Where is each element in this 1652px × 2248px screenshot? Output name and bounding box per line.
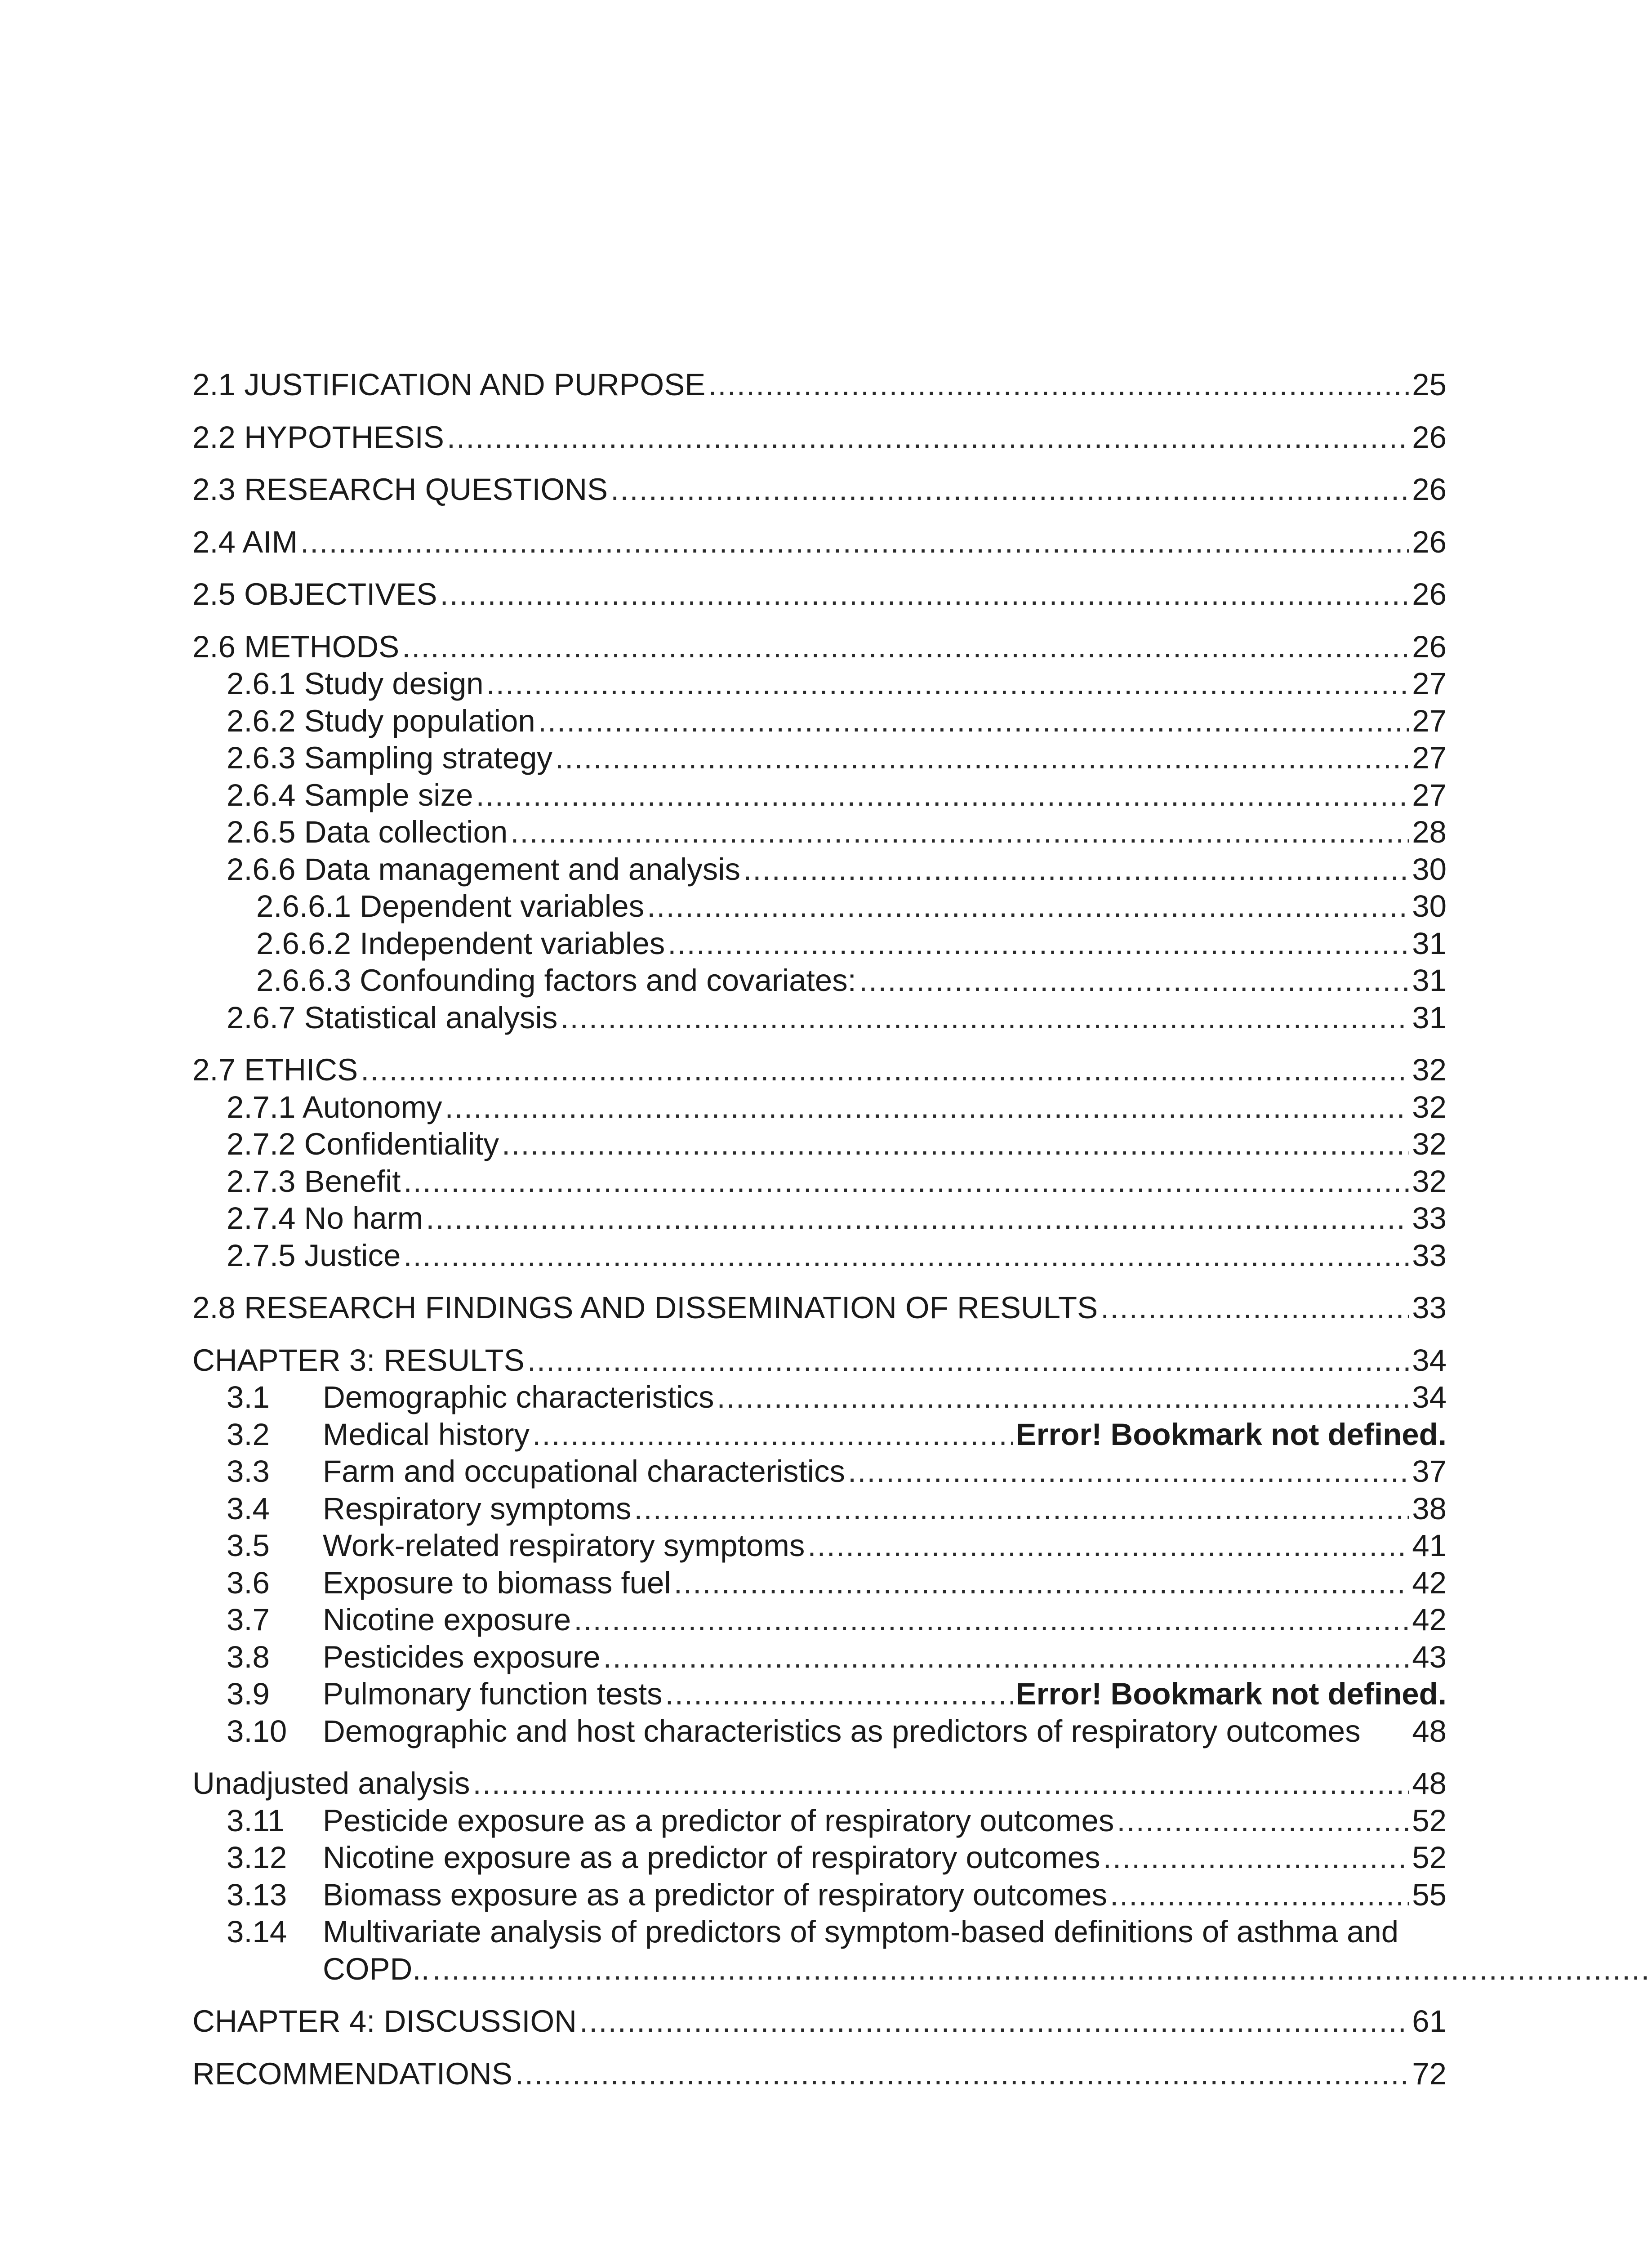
dot-leader [445, 1089, 1410, 1126]
toc-entry[interactable] [192, 1877, 1447, 1914]
dot-leader [668, 925, 1409, 963]
toc-entry-continuation [323, 1951, 1652, 1988]
toc-page-number: 43 [1412, 1639, 1447, 1674]
toc-entry[interactable] [192, 471, 1447, 508]
toc-entry-title: 2.6.5 Data collection [227, 815, 508, 849]
toc-page-number: 26 [1412, 629, 1447, 664]
toc-entry-number: 3.10 [227, 1713, 287, 1748]
dot-leader [440, 576, 1410, 613]
dot-leader [300, 524, 1409, 561]
toc-page-number: 27 [1412, 666, 1447, 701]
toc-entry[interactable] [192, 1527, 1447, 1565]
toc-entry[interactable] [192, 2003, 1447, 2040]
toc-page-number: 32 [1412, 1164, 1447, 1199]
toc-entry[interactable] [192, 1713, 1447, 1750]
dot-leader [527, 1342, 1410, 1379]
toc-entry[interactable] [192, 665, 1447, 703]
toc-page-number: 61 [1412, 2004, 1447, 2038]
dot-leader [560, 999, 1409, 1037]
toc-entry-title: 2.8 RESEARCH FINDINGS AND DISSEMINATION OF RESULTS [192, 1290, 1098, 1325]
dot-leader [708, 366, 1409, 404]
toc-entry-title: Pulmonary function tests [323, 1677, 663, 1711]
toc-entry-title: Exposure to biomass fuel [323, 1565, 671, 1600]
toc-entry[interactable] [192, 999, 1447, 1037]
toc-page-number: 26 [1412, 577, 1447, 611]
toc-entry[interactable] [192, 1289, 1447, 1327]
toc-entry-number: 3.3 [227, 1454, 270, 1489]
toc-entry[interactable] [192, 814, 1447, 851]
toc-page-number: 48 [1412, 1766, 1447, 1801]
toc-page-number: 26 [1412, 524, 1447, 559]
dot-leader [403, 1237, 1409, 1275]
toc-entry-title: 2.7.2 Confidentiality [227, 1127, 499, 1161]
toc-entry[interactable] [192, 703, 1447, 740]
toc-page-number: 42 [1412, 1565, 1447, 1600]
toc-entry-title: 2.6.7 Statistical analysis [227, 1000, 558, 1035]
toc-entry-title: Nicotine exposure [323, 1602, 571, 1637]
toc-entry-title: 2.6.3 Sampling strategy [227, 740, 552, 775]
toc-entry[interactable] [192, 419, 1447, 456]
toc-entry-number: 3.5 [227, 1528, 270, 1563]
toc-entry-title: Unadjusted analysis [192, 1766, 470, 1801]
toc-entry-title: 2.5 OBJECTIVES [192, 577, 437, 611]
toc-page-number: 42 [1412, 1602, 1447, 1637]
dot-leader [603, 1639, 1410, 1676]
toc-page-number: 52 [1412, 1840, 1447, 1875]
toc-entry[interactable] [192, 1342, 1447, 1379]
toc-page-number: 31 [1412, 1000, 1447, 1035]
toc-page-number: 72 [1412, 2056, 1447, 2091]
dot-leader [848, 1453, 1409, 1490]
table-of-contents [192, 366, 1447, 2092]
toc-entry-title: 2.7.5 Justice [227, 1238, 401, 1273]
toc-entry-title: Nicotine exposure as a predictor of respiratory outcomes [323, 1840, 1100, 1875]
toc-entry-title: 2.6.4 Sample size [227, 777, 473, 812]
toc-entry[interactable] [192, 851, 1447, 888]
toc-entry-number: 3.1 [227, 1380, 270, 1414]
toc-entry[interactable] [192, 1416, 1447, 1454]
toc-entry[interactable] [192, 1163, 1447, 1200]
toc-entry[interactable] [192, 1913, 1447, 1988]
toc-entry-title: 2.3 RESEARCH QUESTIONS [192, 472, 608, 507]
dot-leader [361, 1052, 1409, 1089]
dot-leader [1110, 1877, 1409, 1914]
toc-bookmark-error: Error! Bookmark not defined. [1015, 1417, 1447, 1452]
toc-entry[interactable] [192, 2056, 1447, 2093]
toc-entry-title: Multivariate analysis of predictors of symptom-based definitions of asthma and [323, 1914, 1399, 1949]
dot-leader [665, 1676, 1013, 1713]
toc-entry[interactable] [192, 1490, 1447, 1528]
dot-leader [402, 629, 1409, 666]
toc-entry-title: 2.7.3 Benefit [227, 1164, 401, 1199]
dot-leader [515, 2056, 1410, 2093]
toc-entry-number: 3.2 [227, 1417, 270, 1452]
toc-page-number: 33 [1412, 1238, 1447, 1273]
toc-entry-title: 2.6.1 Study design [227, 666, 484, 701]
dot-leader [1117, 1802, 1409, 1840]
toc-entry[interactable] [192, 777, 1447, 814]
toc-entry-number: 3.14 [227, 1914, 287, 1949]
toc-entry-title: Medical history [323, 1417, 530, 1452]
dot-leader [610, 471, 1409, 508]
dot-leader [1103, 1839, 1410, 1877]
dot-leader [574, 1601, 1409, 1639]
dot-leader [447, 419, 1409, 456]
toc-entry[interactable] [192, 1839, 1447, 1877]
toc-page-number: 26 [1412, 419, 1447, 455]
toc-entry-title: 2.6.6.1 Dependent variables [256, 889, 645, 923]
toc-entry-title: 2.2 HYPOTHESIS [192, 419, 444, 455]
toc-entry-number: 3.4 [227, 1491, 270, 1526]
dot-leader [486, 665, 1410, 703]
toc-entry[interactable] [192, 1565, 1447, 1602]
dot-leader [717, 1379, 1410, 1416]
toc-entry[interactable] [192, 1237, 1447, 1275]
dot-leader [743, 851, 1409, 888]
toc-entry-title: 2.6 METHODS [192, 629, 400, 664]
toc-entry-title: 2.1 JUSTIFICATION AND PURPOSE [192, 367, 706, 402]
toc-page-number: 55 [1412, 1877, 1447, 1912]
dot-leader [476, 777, 1409, 814]
dot-leader [532, 1416, 1013, 1454]
toc-entry-title: 2.4 AIM [192, 524, 298, 559]
toc-page-number: 34 [1412, 1380, 1447, 1414]
toc-page-number: 25 [1412, 367, 1447, 402]
toc-entry-wrapped-text [323, 1913, 1652, 1988]
toc-page-number: 32 [1412, 1089, 1447, 1124]
toc-entry-title: CHAPTER 4: DISCUSSION [192, 2004, 577, 2038]
toc-page-number: 30 [1412, 889, 1447, 923]
toc-page-number: 32 [1412, 1127, 1447, 1161]
toc-entry-title: CHAPTER 3: RESULTS [192, 1343, 525, 1378]
toc-entry-title: 2.7.4 No harm [227, 1201, 423, 1236]
dot-leader [859, 962, 1409, 999]
dot-leader [403, 1163, 1409, 1200]
toc-entry[interactable] [192, 1601, 1447, 1639]
dot-leader [426, 1200, 1409, 1237]
dot-leader [579, 2003, 1409, 2040]
toc-entry-title: Demographic and host characteristics as predictors of respiratory outcomes [323, 1713, 1361, 1748]
toc-entry[interactable] [192, 366, 1447, 404]
toc-entry-number: 3.13 [227, 1877, 287, 1912]
toc-entry[interactable] [192, 1126, 1447, 1163]
toc-page-number: 27 [1412, 703, 1447, 738]
toc-entry[interactable] [192, 524, 1447, 561]
toc-entry-number: 3.6 [227, 1565, 270, 1600]
dot-leader [634, 1490, 1409, 1528]
toc-entry-title: Pesticides exposure [323, 1639, 601, 1674]
dot-leader [432, 1951, 1652, 1988]
toc-page-number: 30 [1412, 852, 1447, 887]
toc-entry-title: Biomass exposure as a predictor of respiratory outcomes [323, 1877, 1107, 1912]
toc-page-number: 52 [1412, 1803, 1447, 1838]
toc-entry-title: 2.7.1 Autonomy [227, 1089, 442, 1124]
dot-leader [538, 703, 1410, 740]
toc-entry-title: Respiratory symptoms [323, 1491, 632, 1526]
toc-entry-title: 2.6.6.2 Independent variables [256, 926, 665, 961]
toc-page-number: 27 [1412, 740, 1447, 775]
toc-entry-title: RECOMMENDATIONS [192, 2056, 512, 2091]
toc-entry[interactable] [192, 962, 1447, 999]
toc-page-number: 31 [1412, 963, 1447, 998]
toc-page-number: 26 [1412, 472, 1447, 507]
toc-entry[interactable] [192, 1052, 1447, 1089]
dot-leader [674, 1565, 1410, 1602]
toc-page-number: 38 [1412, 1491, 1447, 1526]
toc-page-number: 33 [1412, 1290, 1447, 1325]
dot-leader [510, 814, 1409, 851]
toc-bookmark-error: Error! Bookmark not defined. [1015, 1677, 1447, 1711]
toc-entry[interactable] [192, 888, 1447, 925]
toc-page-number: 48 [1412, 1713, 1447, 1748]
toc-entry-number: 3.11 [227, 1803, 285, 1838]
toc-entry-number: 3.7 [227, 1602, 270, 1637]
dot-leader [473, 1765, 1410, 1802]
toc-entry-number: 3.12 [227, 1840, 287, 1875]
toc-entry[interactable] [192, 576, 1447, 613]
toc-entry[interactable] [192, 1379, 1447, 1416]
toc-entry[interactable] [192, 925, 1447, 963]
toc-entry-title: 2.6.2 Study population [227, 703, 535, 738]
toc-entry-title: Demographic characteristics [323, 1380, 714, 1414]
toc-page-number: 32 [1412, 1053, 1447, 1087]
toc-entry[interactable] [192, 740, 1447, 777]
toc-entry[interactable] [192, 629, 1447, 666]
toc-page-number: 37 [1412, 1454, 1447, 1489]
dot-leader [555, 740, 1409, 777]
toc-entry[interactable] [192, 1765, 1447, 1802]
toc-entry-number: 3.9 [227, 1677, 270, 1711]
toc-page-number: 33 [1412, 1201, 1447, 1236]
toc-entry-title-continued: COPD.. [323, 1951, 430, 1986]
toc-page-number: 28 [1412, 815, 1447, 849]
toc-entry[interactable] [192, 1089, 1447, 1126]
toc-page-number: 31 [1412, 926, 1447, 961]
toc-entry-title: Work-related respiratory symptoms [323, 1528, 805, 1563]
toc-entry-title: 2.6.6.3 Confounding factors and covariates: [256, 963, 856, 998]
dot-leader [1100, 1289, 1409, 1327]
toc-page-number: 27 [1412, 777, 1447, 812]
toc-entry-title: Farm and occupational characteristics [323, 1454, 846, 1489]
toc-entry[interactable] [192, 1802, 1447, 1840]
toc-entry-number: 3.8 [227, 1639, 270, 1674]
toc-entry-title: 2.6.6 Data management and analysis [227, 852, 741, 887]
dot-leader [807, 1527, 1409, 1565]
toc-entry[interactable] [192, 1676, 1447, 1713]
toc-entry[interactable] [192, 1453, 1447, 1490]
toc-entry-title: Pesticide exposure as a predictor of respiratory outcomes [323, 1803, 1114, 1838]
toc-entry-title: 2.7 ETHICS [192, 1053, 358, 1087]
dot-leader [647, 888, 1409, 925]
toc-page-number: 41 [1412, 1528, 1447, 1563]
toc-entry[interactable] [192, 1639, 1447, 1676]
toc-page-number: 34 [1412, 1343, 1447, 1378]
dot-leader [502, 1126, 1409, 1163]
toc-entry[interactable] [192, 1200, 1447, 1237]
